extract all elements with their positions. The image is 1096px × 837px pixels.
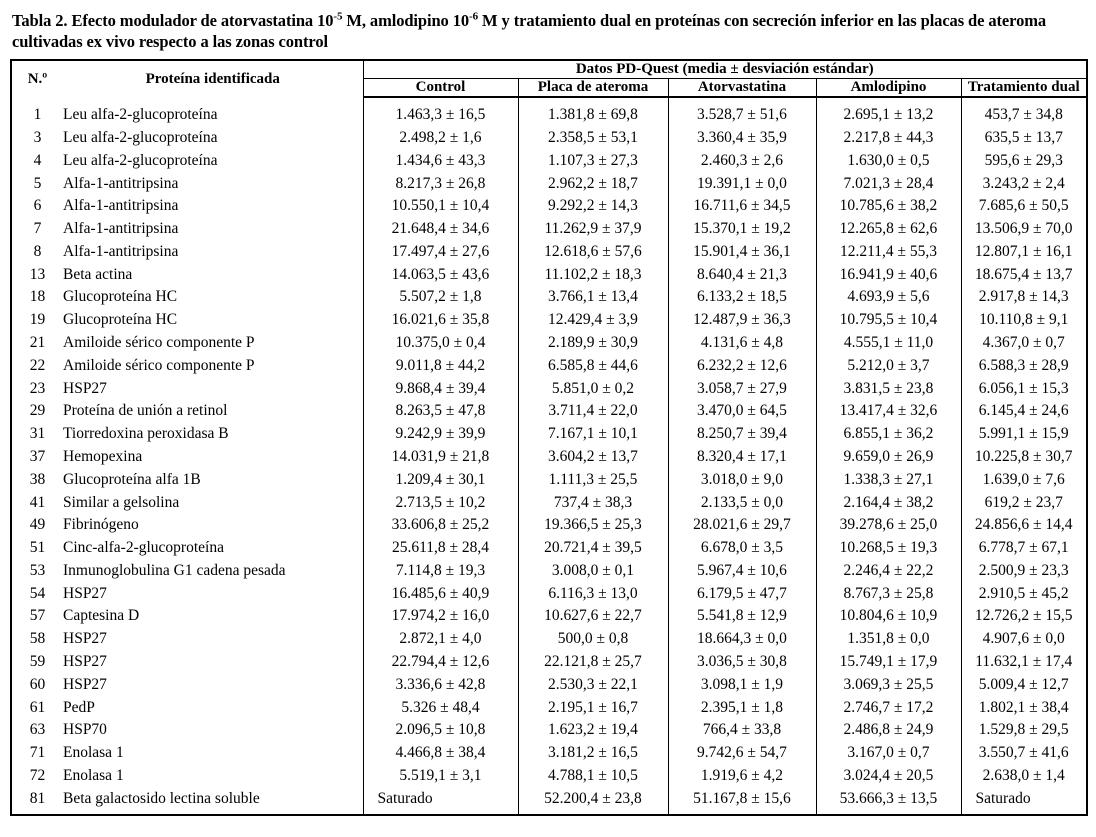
cell-protein: Cinc-alfa-2-glucoproteína <box>63 539 224 557</box>
cell-control: 2.498,2 ± 1,6 <box>363 127 518 150</box>
cell-amlodipino: 1.338,3 ± 27,1 <box>816 469 961 492</box>
cell-placa: 3.711,4 ± 22,0 <box>518 400 668 423</box>
table-row <box>11 97 1087 127</box>
header-col-atorvastatina: Atorvastatina <box>668 79 816 98</box>
cell-number: 18 <box>11 286 63 309</box>
cell-control: 5.519,1 ± 3,1 <box>363 765 518 788</box>
cell-control: 7.114,8 ± 19,3 <box>363 560 518 583</box>
cell-control: 17.497,4 ± 27,6 <box>363 241 518 264</box>
table-body <box>11 97 1087 815</box>
cell-placa: 22.121,8 ± 25,7 <box>518 651 668 674</box>
cell-protein: Tiorredoxina peroxidasa B <box>63 425 229 443</box>
cell-number: 54 <box>11 583 63 606</box>
cell-amlodipino: 5.212,0 ± 3,7 <box>816 355 961 378</box>
cell-placa: 12.429,4 ± 3,9 <box>518 309 668 332</box>
cell-placa: 4.788,1 ± 10,5 <box>518 765 668 788</box>
cell-number: 63 <box>11 719 63 742</box>
cell-placa: 5.851,0 ± 0,2 <box>518 378 668 401</box>
cell-control: 2.872,1 ± 4,0 <box>363 628 518 651</box>
cell-tratamiento-dual: 6.056,1 ± 15,3 <box>961 378 1087 401</box>
cell-amlodipino: 2.486,8 ± 24,9 <box>816 719 961 742</box>
table-row <box>11 378 1087 401</box>
cell-tratamiento-dual: 6.588,3 ± 28,9 <box>961 355 1087 378</box>
cell-protein: Leu alfa-2-glucoproteína <box>63 105 218 123</box>
cell-atorvastatina: 2.395,1 ± 1,8 <box>668 697 816 720</box>
caption-exponent-2: -6 <box>469 10 478 23</box>
cell-tratamiento-dual: 2.638,0 ± 1,4 <box>961 765 1087 788</box>
cell-tratamiento-dual: 12.726,2 ± 15,5 <box>961 605 1087 628</box>
cell-control: 1.434,6 ± 43,3 <box>363 150 518 173</box>
cell-tratamiento-dual: 4.907,6 ± 0,0 <box>961 628 1087 651</box>
cell-placa: 20.721,4 ± 39,5 <box>518 537 668 560</box>
cell-number: 58 <box>11 628 63 651</box>
cell-number: 22 <box>11 355 63 378</box>
cell-placa: 2.358,5 ± 53,1 <box>518 127 668 150</box>
cell-tratamiento-dual: 6.778,7 ± 67,1 <box>961 537 1087 560</box>
cell-amlodipino: 2.217,8 ± 44,3 <box>816 127 961 150</box>
cell-tratamiento-dual: 2.917,8 ± 14,3 <box>961 286 1087 309</box>
cell-amlodipino: 10.268,5 ± 19,3 <box>816 537 961 560</box>
header-col-tratamiento-dual: Tratamiento dual <box>961 79 1087 98</box>
cell-placa: 2.189,9 ± 30,9 <box>518 332 668 355</box>
table-row <box>11 697 1087 720</box>
cell-protein: PedP <box>63 698 95 716</box>
cell-placa: 2.195,1 ± 16,7 <box>518 697 668 720</box>
cell-amlodipino: 12.265,8 ± 62,6 <box>816 218 961 241</box>
cell-placa: 3.008,0 ± 0,1 <box>518 560 668 583</box>
cell-number: 29 <box>11 400 63 423</box>
table-row <box>11 605 1087 628</box>
cell-atorvastatina: 3.058,7 ± 27,9 <box>668 378 816 401</box>
table-row <box>11 742 1087 765</box>
cell-number: 7 <box>11 218 63 241</box>
cell-protein: Enolasa 1 <box>63 744 124 762</box>
table-row <box>11 514 1087 537</box>
cell-amlodipino: 2.164,4 ± 38,2 <box>816 492 961 515</box>
cell-control: Saturado <box>363 788 518 816</box>
cell-atorvastatina: 3.528,7 ± 51,6 <box>668 97 816 127</box>
cell-protein: Glucoproteína HC <box>63 311 178 329</box>
cell-protein: Beta actina <box>63 265 133 283</box>
cell-number: 38 <box>11 469 63 492</box>
cell-tratamiento-dual: 595,6 ± 29,3 <box>961 150 1087 173</box>
cell-protein: HSP27 <box>63 675 107 693</box>
table-row <box>11 218 1087 241</box>
cell-tratamiento-dual: 13.506,9 ± 70,0 <box>961 218 1087 241</box>
cell-tratamiento-dual: 1.529,8 ± 29,5 <box>961 719 1087 742</box>
cell-control: 3.336,6 ± 42,8 <box>363 674 518 697</box>
cell-tratamiento-dual: 2.910,5 ± 45,2 <box>961 583 1087 606</box>
cell-number: 71 <box>11 742 63 765</box>
cell-control: 10.550,1 ± 10,4 <box>363 195 518 218</box>
cell-number: 19 <box>11 309 63 332</box>
cell-atorvastatina: 3.018,0 ± 9,0 <box>668 469 816 492</box>
cell-atorvastatina: 2.133,5 ± 0,0 <box>668 492 816 515</box>
cell-placa: 3.766,1 ± 13,4 <box>518 286 668 309</box>
table-row <box>11 446 1087 469</box>
table-row <box>11 264 1087 287</box>
header-number: N.º <box>11 60 63 97</box>
cell-amlodipino: 2.246,4 ± 22,2 <box>816 560 961 583</box>
cell-atorvastatina: 3.360,4 ± 35,9 <box>668 127 816 150</box>
cell-amlodipino: 4.555,1 ± 11,0 <box>816 332 961 355</box>
cell-placa: 19.366,5 ± 25,3 <box>518 514 668 537</box>
table-row <box>11 628 1087 651</box>
cell-amlodipino: 1.351,8 ± 0,0 <box>816 628 961 651</box>
table-row <box>11 355 1087 378</box>
cell-protein: Fibrinógeno <box>63 516 139 534</box>
cell-number: 6 <box>11 195 63 218</box>
cell-atorvastatina: 1.919,6 ± 4,2 <box>668 765 816 788</box>
cell-atorvastatina: 6.232,2 ± 12,6 <box>668 355 816 378</box>
cell-atorvastatina: 6.678,0 ± 3,5 <box>668 537 816 560</box>
cell-amlodipino: 2.695,1 ± 13,2 <box>816 97 961 127</box>
cell-control: 25.611,8 ± 28,4 <box>363 537 518 560</box>
cell-atorvastatina: 16.711,6 ± 34,5 <box>668 195 816 218</box>
table-row <box>11 400 1087 423</box>
table-head <box>11 60 1087 97</box>
caption-prefix: Tabla 2. Efecto modulador de atorvastatina 10 <box>12 11 334 30</box>
cell-protein: Glucoproteína HC <box>63 288 178 306</box>
cell-control: 16.485,6 ± 40,9 <box>363 583 518 606</box>
cell-atorvastatina: 9.742,6 ± 54,7 <box>668 742 816 765</box>
cell-tratamiento-dual: 4.367,0 ± 0,7 <box>961 332 1087 355</box>
cell-number: 72 <box>11 765 63 788</box>
cell-atorvastatina: 3.470,0 ± 64,5 <box>668 400 816 423</box>
cell-protein: Glucoproteína alfa 1B <box>63 470 201 488</box>
cell-atorvastatina: 12.487,9 ± 36,3 <box>668 309 816 332</box>
cell-tratamiento-dual: 619,2 ± 23,7 <box>961 492 1087 515</box>
cell-control: 21.648,4 ± 34,6 <box>363 218 518 241</box>
cell-atorvastatina: 4.131,6 ± 4,8 <box>668 332 816 355</box>
cell-tratamiento-dual: 453,7 ± 34,8 <box>961 97 1087 127</box>
table-row <box>11 241 1087 264</box>
cell-control: 2.713,5 ± 10,2 <box>363 492 518 515</box>
table-row <box>11 469 1087 492</box>
table-row <box>11 150 1087 173</box>
caption-suffix: M y tratamiento dual en proteínas con secreción inferior en las placas de ateroma cultivadas ex vivo respecto a las zonas control <box>12 11 1047 52</box>
cell-control: 14.031,9 ± 21,8 <box>363 446 518 469</box>
cell-number: 53 <box>11 560 63 583</box>
cell-protein: Leu alfa-2-glucoproteína <box>63 151 218 169</box>
cell-placa: 10.627,6 ± 22,7 <box>518 605 668 628</box>
cell-number: 41 <box>11 492 63 515</box>
cell-atorvastatina: 19.391,1 ± 0,0 <box>668 173 816 196</box>
cell-tratamiento-dual: 1.802,1 ± 38,4 <box>961 697 1087 720</box>
cell-protein: Alfa-1-antitripsina <box>63 242 179 260</box>
cell-control: 9.868,4 ± 39,4 <box>363 378 518 401</box>
cell-amlodipino: 8.767,3 ± 25,8 <box>816 583 961 606</box>
table-row <box>11 127 1087 150</box>
header-col-placa: Placa de ateroma <box>518 79 668 98</box>
cell-amlodipino: 7.021,3 ± 28,4 <box>816 173 961 196</box>
header-col-control: Control <box>363 79 518 98</box>
caption-exponent-1: -5 <box>333 10 343 23</box>
cell-tratamiento-dual: Saturado <box>961 788 1087 816</box>
cell-atorvastatina: 3.036,5 ± 30,8 <box>668 651 816 674</box>
cell-tratamiento-dual: 10.110,8 ± 9,1 <box>961 309 1087 332</box>
cell-number: 59 <box>11 651 63 674</box>
cell-number: 21 <box>11 332 63 355</box>
cell-control: 16.021,6 ± 35,8 <box>363 309 518 332</box>
cell-placa: 9.292,2 ± 14,3 <box>518 195 668 218</box>
cell-protein: Inmunoglobulina G1 cadena pesada <box>63 561 286 579</box>
cell-number: 8 <box>11 241 63 264</box>
cell-protein: Beta galactosido lectina soluble <box>63 789 260 807</box>
cell-amlodipino: 4.693,9 ± 5,6 <box>816 286 961 309</box>
cell-protein: Hemopexina <box>63 447 143 465</box>
cell-placa: 52.200,4 ± 23,8 <box>518 788 668 816</box>
cell-protein: HSP27 <box>63 584 107 602</box>
cell-number: 81 <box>11 788 63 816</box>
table-row <box>11 332 1087 355</box>
header-col-amlodipino: Amlodipino <box>816 79 961 98</box>
cell-number: 49 <box>11 514 63 537</box>
cell-protein: Amiloide sérico componente P <box>63 334 255 352</box>
cell-number: 13 <box>11 264 63 287</box>
cell-amlodipino: 10.804,6 ± 10,9 <box>816 605 961 628</box>
cell-tratamiento-dual: 635,5 ± 13,7 <box>961 127 1087 150</box>
cell-placa: 2.530,3 ± 22,1 <box>518 674 668 697</box>
cell-amlodipino: 1.630,0 ± 0,5 <box>816 150 961 173</box>
cell-atorvastatina: 18.664,3 ± 0,0 <box>668 628 816 651</box>
cell-placa: 6.116,3 ± 13,0 <box>518 583 668 606</box>
cell-number: 51 <box>11 537 63 560</box>
table-row <box>11 583 1087 606</box>
cell-control: 33.606,8 ± 25,2 <box>363 514 518 537</box>
table-caption <box>12 10 1086 52</box>
cell-control: 14.063,5 ± 43,6 <box>363 264 518 287</box>
cell-tratamiento-dual: 6.145,4 ± 24,6 <box>961 400 1087 423</box>
cell-placa: 3.604,2 ± 13,7 <box>518 446 668 469</box>
cell-control: 2.096,5 ± 10,8 <box>363 719 518 742</box>
header-row-group <box>11 60 1087 79</box>
table-row <box>11 765 1087 788</box>
cell-atorvastatina: 2.460,3 ± 2,6 <box>668 150 816 173</box>
cell-placa: 7.167,1 ± 10,1 <box>518 423 668 446</box>
cell-placa: 6.585,8 ± 44,6 <box>518 355 668 378</box>
cell-protein: Captesina D <box>63 607 140 625</box>
cell-tratamiento-dual: 24.856,6 ± 14,4 <box>961 514 1087 537</box>
cell-atorvastatina: 15.901,4 ± 36,1 <box>668 241 816 264</box>
table-row <box>11 195 1087 218</box>
cell-control: 9.242,9 ± 39,9 <box>363 423 518 446</box>
table-row <box>11 309 1087 332</box>
cell-protein: Proteína de unión a retinol <box>63 402 228 420</box>
cell-placa: 500,0 ± 0,8 <box>518 628 668 651</box>
cell-number: 4 <box>11 150 63 173</box>
cell-amlodipino: 2.746,7 ± 17,2 <box>816 697 961 720</box>
cell-tratamiento-dual: 7.685,6 ± 50,5 <box>961 195 1087 218</box>
cell-protein: Similar a gelsolina <box>63 493 180 511</box>
table-row <box>11 286 1087 309</box>
table-row <box>11 492 1087 515</box>
cell-control: 22.794,4 ± 12,6 <box>363 651 518 674</box>
cell-control: 17.974,2 ± 16,0 <box>363 605 518 628</box>
cell-number: 57 <box>11 605 63 628</box>
cell-tratamiento-dual: 11.632,1 ± 17,4 <box>961 651 1087 674</box>
cell-amlodipino: 3.831,5 ± 23,8 <box>816 378 961 401</box>
cell-control: 8.217,3 ± 26,8 <box>363 173 518 196</box>
cell-control: 1.463,3 ± 16,5 <box>363 97 518 127</box>
cell-amlodipino: 39.278,6 ± 25,0 <box>816 514 961 537</box>
cell-control: 5.507,2 ± 1,8 <box>363 286 518 309</box>
cell-placa: 11.102,2 ± 18,3 <box>518 264 668 287</box>
cell-placa: 1.381,8 ± 69,8 <box>518 97 668 127</box>
cell-amlodipino: 53.666,3 ± 13,5 <box>816 788 961 816</box>
cell-control: 4.466,8 ± 38,4 <box>363 742 518 765</box>
cell-atorvastatina: 5.541,8 ± 12,9 <box>668 605 816 628</box>
cell-placa: 12.618,6 ± 57,6 <box>518 241 668 264</box>
cell-placa: 737,4 ± 38,3 <box>518 492 668 515</box>
cell-atorvastatina: 28.021,6 ± 29,7 <box>668 514 816 537</box>
cell-amlodipino: 9.659,0 ± 26,9 <box>816 446 961 469</box>
cell-number: 61 <box>11 697 63 720</box>
cell-amlodipino: 15.749,1 ± 17,9 <box>816 651 961 674</box>
cell-placa: 3.181,2 ± 16,5 <box>518 742 668 765</box>
cell-protein: Alfa-1-antitripsina <box>63 197 179 215</box>
table-row <box>11 651 1087 674</box>
table-row <box>11 537 1087 560</box>
cell-control: 9.011,8 ± 44,2 <box>363 355 518 378</box>
cell-tratamiento-dual: 12.807,1 ± 16,1 <box>961 241 1087 264</box>
cell-control: 10.375,0 ± 0,4 <box>363 332 518 355</box>
cell-atorvastatina: 6.179,5 ± 47,7 <box>668 583 816 606</box>
cell-tratamiento-dual: 18.675,4 ± 13,7 <box>961 264 1087 287</box>
cell-tratamiento-dual: 5.009,4 ± 12,7 <box>961 674 1087 697</box>
data-table <box>10 59 1088 816</box>
cell-control: 5.326 ± 48,4 <box>363 697 518 720</box>
cell-placa: 2.962,2 ± 18,7 <box>518 173 668 196</box>
cell-placa: 1.111,3 ± 25,5 <box>518 469 668 492</box>
table-row <box>11 560 1087 583</box>
cell-amlodipino: 10.785,6 ± 38,2 <box>816 195 961 218</box>
cell-protein: HSP27 <box>63 652 107 670</box>
table-row <box>11 423 1087 446</box>
cell-protein: Alfa-1-antitripsina <box>63 174 179 192</box>
cell-tratamiento-dual: 5.991,1 ± 15,9 <box>961 423 1087 446</box>
cell-atorvastatina: 8.640,4 ± 21,3 <box>668 264 816 287</box>
header-group-pdquest: Datos PD-Quest (media ± desviación estándar) <box>363 60 1087 79</box>
cell-placa: 1.623,2 ± 19,4 <box>518 719 668 742</box>
cell-protein: Leu alfa-2-glucoproteína <box>63 129 218 146</box>
cell-tratamiento-dual: 2.500,9 ± 23,3 <box>961 560 1087 583</box>
cell-atorvastatina: 3.098,1 ± 1,9 <box>668 674 816 697</box>
cell-tratamiento-dual: 10.225,8 ± 30,7 <box>961 446 1087 469</box>
table-row <box>11 719 1087 742</box>
cell-number: 60 <box>11 674 63 697</box>
cell-atorvastatina: 5.967,4 ± 10,6 <box>668 560 816 583</box>
table-row <box>11 674 1087 697</box>
cell-amlodipino: 13.417,4 ± 32,6 <box>816 400 961 423</box>
cell-amlodipino: 3.167,0 ± 0,7 <box>816 742 961 765</box>
cell-number: 1 <box>11 97 63 127</box>
cell-protein: HSP70 <box>63 721 107 739</box>
caption-mid: M, amlodipino 10 <box>342 11 470 30</box>
cell-amlodipino: 16.941,9 ± 40,6 <box>816 264 961 287</box>
cell-atorvastatina: 6.133,2 ± 18,5 <box>668 286 816 309</box>
cell-amlodipino: 3.024,4 ± 20,5 <box>816 765 961 788</box>
cell-number: 37 <box>11 446 63 469</box>
cell-placa: 11.262,9 ± 37,9 <box>518 218 668 241</box>
cell-tratamiento-dual: 3.243,2 ± 2,4 <box>961 173 1087 196</box>
cell-atorvastatina: 766,4 ± 33,8 <box>668 719 816 742</box>
cell-amlodipino: 10.795,5 ± 10,4 <box>816 309 961 332</box>
cell-placa: 1.107,3 ± 27,3 <box>518 150 668 173</box>
cell-control: 8.263,5 ± 47,8 <box>363 400 518 423</box>
cell-atorvastatina: 8.250,7 ± 39,4 <box>668 423 816 446</box>
cell-atorvastatina: 51.167,8 ± 15,6 <box>668 788 816 816</box>
cell-protein: HSP27 <box>63 379 107 397</box>
cell-protein: HSP27 <box>63 630 107 648</box>
cell-atorvastatina: 15.370,1 ± 19,2 <box>668 218 816 241</box>
cell-control: 1.209,4 ± 30,1 <box>363 469 518 492</box>
cell-number: 3 <box>11 127 63 150</box>
cell-protein: Alfa-1-antitripsina <box>63 220 179 238</box>
cell-atorvastatina: 8.320,4 ± 17,1 <box>668 446 816 469</box>
cell-protein: Enolasa 1 <box>63 766 124 784</box>
cell-number: 31 <box>11 423 63 446</box>
cell-tratamiento-dual: 1.639,0 ± 7,6 <box>961 469 1087 492</box>
table-row <box>11 173 1087 196</box>
table-row <box>11 788 1087 816</box>
cell-number: 23 <box>11 378 63 401</box>
cell-protein: Amiloide sérico componente P <box>63 356 255 374</box>
cell-tratamiento-dual: 3.550,7 ± 41,6 <box>961 742 1087 765</box>
cell-amlodipino: 3.069,3 ± 25,5 <box>816 674 961 697</box>
cell-amlodipino: 12.211,4 ± 55,3 <box>816 241 961 264</box>
header-protein: Proteína identificada <box>63 60 363 97</box>
cell-number: 5 <box>11 173 63 196</box>
cell-amlodipino: 6.855,1 ± 36,2 <box>816 423 961 446</box>
